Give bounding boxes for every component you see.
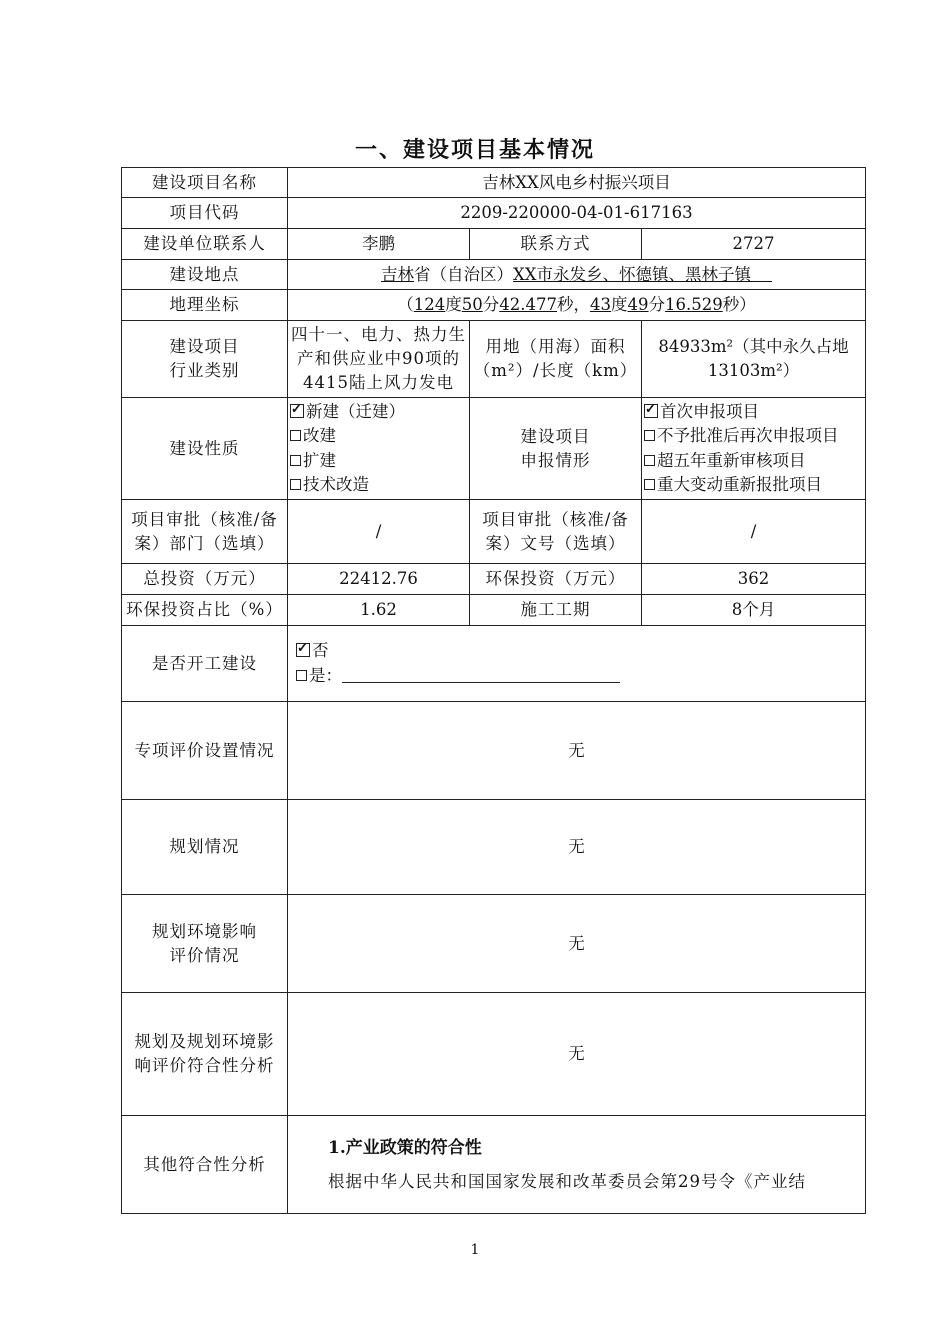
land-area-label: 用地（用海）面积（m²）/长度（km）	[470, 321, 642, 398]
location-value	[288, 260, 866, 290]
approval-dept-label: 项目审批（核准/备案）部门（选填）	[122, 500, 288, 564]
page-number: 1	[470, 1242, 480, 1258]
location-towns: 永发乡、怀德镇、黑林子镇	[553, 264, 751, 284]
started-yes-blank[interactable]	[342, 666, 620, 683]
nature-option-tech[interactable]: 技术改造	[290, 473, 467, 498]
row-location	[122, 260, 866, 290]
report-option-five-years[interactable]: 超五年重新审核项目	[644, 449, 863, 474]
nature-options	[288, 398, 470, 500]
report-option-first[interactable]: ✓ 首次申报项目	[645, 401, 759, 421]
lat-minute: 49	[627, 295, 649, 314]
report-option-major-change[interactable]: 重大变动重新报批项目	[644, 473, 863, 498]
row-planning-env	[122, 895, 866, 993]
row-project-name	[122, 168, 866, 198]
lon-degree: 124	[413, 295, 446, 314]
checked-checkbox-icon[interactable]: ✓	[296, 643, 310, 657]
checkbox-icon[interactable]	[644, 479, 655, 490]
contact-method-label: 联系方式	[470, 229, 642, 260]
project-name-label: 建设项目名称	[122, 168, 288, 198]
contact-label: 建设单位联系人	[122, 229, 288, 260]
industry-label: 建设项目 行业类别	[122, 321, 288, 398]
row-nature	[122, 398, 866, 500]
project-code-label: 项目代码	[122, 198, 288, 229]
land-area-value: 84933m²（其中永久占地 13103m²）	[642, 321, 866, 398]
period-label: 施工工期	[470, 595, 642, 626]
project-code-value: 2209-220000-04-01-617163	[288, 198, 866, 229]
row-special	[122, 702, 866, 800]
approval-dept-value: /	[288, 500, 470, 564]
checkbox-icon[interactable]	[644, 455, 655, 466]
page-title: 一、建设项目基本情况	[354, 137, 595, 163]
started-option-yes[interactable]: 是：	[296, 664, 863, 689]
conformity-label: 规划及规划环境影 响评价符合性分析	[122, 993, 288, 1116]
lon-minute: 50	[461, 295, 483, 314]
row-approval	[122, 500, 866, 564]
row-project-code	[122, 198, 866, 229]
location-city-suffix: 市	[536, 264, 553, 284]
row-industry	[122, 321, 866, 398]
contact-value: 李鹏	[288, 229, 470, 260]
approval-doc-value: /	[642, 500, 866, 564]
lat-degree: 43	[590, 295, 611, 314]
project-name-value: 吉林XX风电乡村振兴项目	[288, 168, 866, 198]
row-contact	[122, 229, 866, 260]
row-other	[122, 1116, 866, 1214]
row-coordinates	[122, 290, 866, 321]
location-province: 吉林	[381, 264, 414, 284]
checkbox-icon[interactable]	[296, 670, 307, 681]
lon-second: 42.477	[499, 295, 557, 314]
started-option-no[interactable]: ✓ 否	[297, 641, 329, 660]
location-province-suffix: 省（自治区）	[414, 264, 513, 284]
nature-option-rebuild[interactable]: 改建	[290, 424, 467, 449]
checked-checkbox-icon[interactable]: ✓	[644, 404, 658, 418]
env-invest-label: 环保投资（万元）	[470, 564, 642, 595]
started-label: 是否开工建设	[122, 626, 288, 702]
special-value: 无	[288, 702, 866, 800]
approval-doc-label: 项目审批（核准/备案）文号（选填）	[470, 500, 642, 564]
nature-option-expand[interactable]: 扩建	[290, 449, 467, 474]
planning-label: 规划情况	[122, 800, 288, 895]
checkbox-icon[interactable]	[290, 455, 301, 466]
checkbox-icon[interactable]	[644, 430, 655, 441]
report-option-resubmit[interactable]: 不予批准后再次申报项目	[644, 424, 863, 449]
coordinates-label: 地理坐标	[122, 290, 288, 321]
env-ratio-value: 1.62	[288, 595, 470, 626]
report-label: 建设项目 申报情形	[470, 398, 642, 500]
location-label: 建设地点	[122, 260, 288, 290]
total-invest-value: 22412.76	[288, 564, 470, 595]
total-invest-label: 总投资（万元）	[122, 564, 288, 595]
nature-label: 建设性质	[122, 398, 288, 500]
other-content	[288, 1116, 866, 1214]
project-info-table	[121, 167, 866, 1214]
nature-option-new[interactable]: ✓ 新建（迁建）	[291, 401, 405, 421]
location-city: XX	[513, 264, 537, 284]
conformity-value: 无	[288, 993, 866, 1116]
other-label: 其他符合性分析	[122, 1116, 288, 1214]
checkbox-icon[interactable]	[290, 430, 301, 441]
row-started	[122, 626, 866, 702]
lat-second: 16.529	[665, 295, 723, 314]
row-ratio	[122, 595, 866, 626]
checkbox-icon[interactable]	[290, 479, 301, 490]
contact-method-value: 2727	[642, 229, 866, 260]
special-label: 专项评价设置情况	[122, 702, 288, 800]
other-text: 根据中华人民共和国国家发展和改革委员会第29号令《产业结	[328, 1171, 806, 1191]
planning-value: 无	[288, 800, 866, 895]
env-ratio-label: 环保投资占比（%）	[122, 595, 288, 626]
checked-checkbox-icon[interactable]: ✓	[290, 404, 304, 418]
row-planning	[122, 800, 866, 895]
planning-env-value: 无	[288, 895, 866, 993]
other-heading: 1.产业政策的符合性	[328, 1137, 482, 1158]
started-options	[288, 626, 866, 702]
env-invest-value: 362	[642, 564, 866, 595]
report-options	[642, 398, 866, 500]
row-conformity	[122, 993, 866, 1116]
planning-env-label: 规划环境影响 评价情况	[122, 895, 288, 993]
coordinates-value: （124度50分42.477秒，43度49分16.529秒）	[288, 290, 866, 321]
period-value: 8个月	[642, 595, 866, 626]
industry-value: 四十一、电力、热力生产和供应业中90项的4415陆上风力发电	[288, 321, 470, 398]
row-investment	[122, 564, 866, 595]
